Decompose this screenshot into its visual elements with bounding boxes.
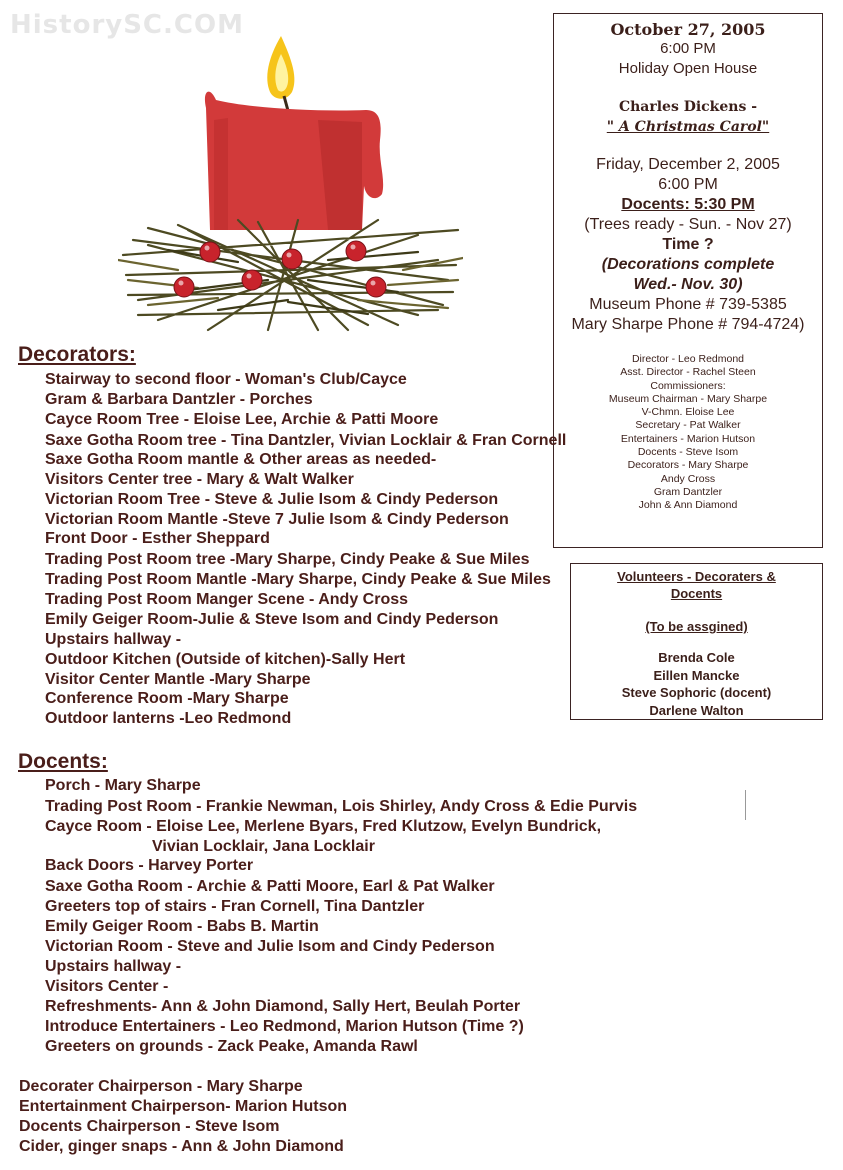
event-name-1: Holiday Open House bbox=[618, 60, 758, 77]
staff-list bbox=[554, 353, 822, 513]
docent-row: Visitors Center - bbox=[45, 978, 169, 995]
decorator-row: Outdoor lanterns -Leo Redmond bbox=[45, 710, 292, 727]
docent-row: Saxe Gotha Room - Archie & Patti Moore, Earl & Pat Walker bbox=[45, 878, 495, 895]
trees-ready: (Trees ready - Sun. - Nov 27) bbox=[584, 216, 792, 233]
decorator-row: Front Door - Esther Sheppard bbox=[45, 530, 270, 547]
chair-row: Cider, ginger snaps - Ann & John Diamond bbox=[19, 1138, 344, 1155]
chair-row: Entertainment Chairperson- Marion Hutson bbox=[19, 1098, 348, 1115]
candle-wreath-illustration bbox=[118, 30, 463, 340]
staff-item: Asst. Director - Rachel Steen bbox=[620, 366, 756, 379]
event-author: Charles Dickens - bbox=[618, 99, 758, 115]
staff-item: V-Chmn. Eloise Lee bbox=[641, 406, 735, 419]
docents-time: Docents: 5:30 PM bbox=[621, 196, 755, 213]
docent-row: Emily Geiger Room - Babs B. Martin bbox=[45, 918, 319, 935]
staff-item: Docents - Steve Isom bbox=[637, 446, 739, 459]
event-time-2: 6:00 PM bbox=[658, 176, 718, 193]
decorations-complete-2: Wed.- Nov. 30) bbox=[633, 276, 743, 293]
decorator-row: Outdoor Kitchen (Outside of kitchen)-Sally Hert bbox=[45, 651, 406, 668]
decorator-row: Stairway to second floor - Woman's Club/Cayce bbox=[45, 371, 407, 388]
decorator-row: Cayce Room Tree - Eloise Lee, Archie & Patti Moore bbox=[45, 411, 439, 428]
docent-row: Cayce Room - Eloise Lee, Merlene Byars, Fred Klutzow, Evelyn Bundrick, bbox=[45, 818, 602, 835]
decorator-row: Conference Room -Mary Sharpe bbox=[45, 690, 289, 707]
chair-row: Decorater Chairperson - Mary Sharpe bbox=[19, 1078, 303, 1095]
staff-item: John & Ann Diamond bbox=[638, 499, 738, 512]
decorations-complete-1: (Decorations complete bbox=[601, 256, 775, 273]
docent-row: Porch - Mary Sharpe bbox=[45, 777, 201, 794]
decorator-row: Visitor Center Mantle -Mary Sharpe bbox=[45, 671, 311, 688]
decorator-row: Trading Post Room Mantle -Mary Sharpe, Cindy Peake & Sue Miles bbox=[45, 571, 551, 588]
docent-row: Introduce Entertainers - Leo Redmond, Marion Hutson (Time ?) bbox=[45, 1018, 524, 1035]
event-date-1: October 27, 2005 bbox=[610, 20, 766, 39]
event-date-2: Friday, December 2, 2005 bbox=[596, 156, 780, 173]
chair-row: Docents Chairperson - Steve Isom bbox=[19, 1118, 280, 1135]
decorators-heading: Decorators: bbox=[18, 343, 136, 366]
docent-row: Vivian Locklair, Jana Locklair bbox=[152, 838, 375, 855]
volunteers-heading-2: Docents bbox=[670, 586, 723, 601]
volunteers-box bbox=[570, 563, 823, 720]
volunteers-heading-1: Volunteers - Decoraters & bbox=[617, 569, 776, 584]
decorator-row: Trading Post Room tree -Mary Sharpe, Cindy Peake & Sue Miles bbox=[45, 551, 530, 568]
staff-item: Gram Dantzler bbox=[653, 485, 723, 498]
decorator-row: Trading Post Room Manger Scene - Andy Cross bbox=[45, 591, 409, 608]
decorator-row: Saxe Gotha Room mantle & Other areas as needed- bbox=[45, 451, 437, 468]
volunteer-name: Steve Sophoric (docent) bbox=[621, 685, 772, 700]
staff-item: Commissioners: bbox=[650, 379, 726, 392]
event-info-box bbox=[553, 13, 823, 548]
museum-phone: Museum Phone # 739-5385 bbox=[589, 296, 787, 313]
pine-wreath bbox=[118, 220, 463, 330]
volunteer-name: Darlene Walton bbox=[649, 702, 744, 718]
docent-row: Refreshments- Ann & John Diamond, Sally Hert, Beulah Porter bbox=[45, 998, 521, 1015]
decorator-row: Visitors Center tree - Mary & Walt Walker bbox=[45, 471, 354, 488]
time-question: Time ? bbox=[662, 236, 714, 253]
event-time-1: 6:00 PM bbox=[660, 40, 716, 57]
docent-row: Greeters on grounds - Zack Peake, Amanda Rawl bbox=[45, 1038, 418, 1055]
staff-item: Museum Chairman - Mary Sharpe bbox=[608, 392, 768, 405]
staff-item: Director - Leo Redmond bbox=[631, 353, 745, 365]
to-be-assigned: (To be assgined) bbox=[645, 619, 748, 634]
staff-item: Decorators - Mary Sharpe bbox=[627, 459, 749, 472]
volunteer-name: Brenda Cole bbox=[658, 650, 735, 665]
docent-row: Upstairs hallway - bbox=[45, 958, 182, 975]
decorator-row: Victorian Room Mantle -Steve 7 Julie Isom & Cindy Pederson bbox=[45, 511, 509, 528]
event-title: " A Christmas Carol" bbox=[606, 119, 770, 135]
docent-row: Back Doors - Harvey Porter bbox=[45, 857, 254, 874]
sharpe-phone: Mary Sharpe Phone # 794-4724) bbox=[571, 316, 805, 333]
decorator-row: Gram & Barbara Dantzler - Porches bbox=[45, 391, 313, 408]
decorator-row: Saxe Gotha Room tree - Tina Dantzler, Vivian Locklair & Fran Cornell bbox=[45, 432, 567, 449]
decorator-row: Victorian Room Tree - Steve & Julie Isom & Cindy Pederson bbox=[45, 491, 499, 508]
docent-row: Trading Post Room - Frankie Newman, Lois Shirley, Andy Cross & Edie Purvis bbox=[45, 798, 638, 815]
staff-item: Secretary - Pat Walker bbox=[635, 419, 741, 432]
decorator-row: Upstairs hallway - bbox=[45, 631, 182, 648]
volunteer-name: Eillen Mancke bbox=[653, 667, 740, 683]
watermark: HistorySC.COM bbox=[10, 10, 244, 40]
docent-row: Greeters top of stairs - Fran Cornell, Tina Dantzler bbox=[45, 898, 425, 915]
scan-mark bbox=[745, 790, 748, 820]
staff-item: Andy Cross bbox=[660, 472, 716, 485]
docent-row: Victorian Room - Steve and Julie Isom and Cindy Pederson bbox=[45, 938, 495, 955]
docents-heading: Docents: bbox=[18, 750, 108, 773]
staff-item: Entertainers - Marion Hutson bbox=[620, 432, 756, 445]
decorator-row: Emily Geiger Room-Julie & Steve Isom and Cindy Pederson bbox=[45, 611, 499, 628]
